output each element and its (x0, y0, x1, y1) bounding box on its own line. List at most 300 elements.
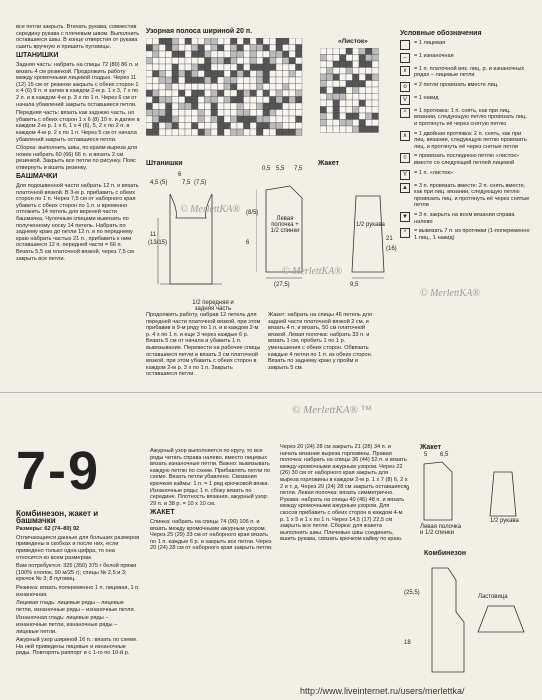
grid-cell (179, 129, 186, 136)
grid-cell (289, 51, 296, 58)
grid-cell (153, 84, 160, 91)
grid-cell (179, 51, 186, 58)
grid-cell (185, 77, 192, 84)
grid-cell (320, 55, 327, 62)
grid-cell (224, 77, 231, 84)
grid-cell (346, 68, 353, 75)
grid-cell (166, 64, 173, 71)
grid-cell (257, 103, 264, 110)
grid-cell (166, 58, 173, 65)
grid-cell (359, 61, 366, 68)
grid-cell (276, 84, 283, 91)
grid-cell (231, 64, 238, 71)
legend-row (400, 82, 530, 92)
bottom-col2-text: Ажурный узор выполняется по кругу, то все ряды читать справа налево, вместо лицевых вязать изнаночные петли. Важно: вывязывать каждую петлю по схеме. Прибавлять петли по схеме. Вязать петли убавлено. Связания крючком каймы: 1 п. = 1 ряд крючковой вязки. Изнаночные ряды: 1 п. сбоку вязать по середине. Плотность вязания, ажурный узор: 29 п. и 38 р. = 10 х 10 см. (150, 448, 271, 507)
grid-cell (296, 77, 303, 84)
grid-cell (159, 103, 166, 110)
grid-cell (327, 55, 334, 62)
dim-label: 21 (386, 236, 393, 242)
grid-cell (276, 64, 283, 71)
grid-cell (153, 123, 160, 130)
grid-cell (218, 129, 225, 136)
grid-cell (346, 100, 353, 107)
grid-cell (153, 77, 160, 84)
grid-cell (218, 58, 225, 65)
grid-cell (257, 38, 264, 45)
grid-cell (211, 71, 218, 78)
grid-cell (179, 58, 186, 65)
grid-cell (146, 123, 153, 130)
grid-cell (250, 71, 257, 78)
grid-cell (283, 90, 290, 97)
grid-cell (185, 129, 192, 136)
grid-cell (198, 45, 205, 52)
grid-cell (366, 48, 373, 55)
grid-cell (257, 116, 264, 123)
jacket-heading: ЖАКЕТ (150, 509, 175, 517)
grid-cell (211, 110, 218, 117)
grid-cell (231, 71, 238, 78)
grid-cell (289, 97, 296, 104)
grid-cell (263, 110, 270, 117)
grid-cell (224, 129, 231, 136)
legend-row (400, 183, 530, 209)
grid-cell (276, 45, 283, 52)
legend-text: = 1 п. «листок» (414, 169, 454, 176)
legend-symbol-icon (400, 40, 410, 50)
grid-cell (172, 38, 179, 45)
grid-cell (366, 94, 373, 101)
grid-cell (218, 45, 225, 52)
grid-cell (172, 110, 179, 117)
grid-cell (192, 116, 199, 123)
legend-row (400, 40, 530, 50)
grid-cell (296, 58, 303, 65)
grid-cell (198, 71, 205, 78)
grid-cell (231, 90, 238, 97)
dim-label: (27,5) (274, 282, 290, 288)
grid-cell (340, 61, 347, 68)
grid-cell (205, 71, 212, 78)
grid-cell (237, 45, 244, 52)
grid-cell (146, 90, 153, 97)
mid-paragraph: Жакет: набрать на спицы 46 петель для задней части платочной вязкой 2 см, и вязать 4 п. и вязать, 50 см платочной вязкой. Левая полочка: набрать 33 п. и вязать 1 см, пробить 1 по 1 р. уменьшения с обеих сторон. Обвязать каждые 4 петли по 1 п. из обеих сторон. Вязать по заднему краю у пройм и закрыть 5 см. (268, 312, 373, 371)
grid-cell (185, 38, 192, 45)
grid-cell (353, 74, 360, 81)
grid-cell (353, 94, 360, 101)
grid-cell (353, 55, 360, 62)
grid-cell (218, 103, 225, 110)
grid-cell (353, 113, 360, 120)
grid-cell (192, 38, 199, 45)
grid-cell (146, 38, 153, 45)
grid-cell (146, 103, 153, 110)
grid-cell (192, 103, 199, 110)
grid-cell (276, 77, 283, 84)
grid-cell (211, 129, 218, 136)
grid-cell (159, 64, 166, 71)
grid-cell (211, 97, 218, 104)
kombinezon-label: Комбинезон (424, 550, 467, 557)
grid-cell (283, 123, 290, 130)
grid-cell (276, 58, 283, 65)
grid-cell (192, 71, 199, 78)
shtanishki-assembly-text: Сборка: выполнить швы, по краям выреза для ножек набрать 60 (66) 66 п. и вязать 2 см резинкой. Закрыть все петли по рисунку. Пояс отвернуть и вшить резинку. (16, 145, 138, 171)
legend-row (400, 131, 530, 151)
grid-cell (333, 68, 340, 75)
grid-cell (283, 129, 290, 136)
grid-cell (270, 45, 277, 52)
grid-cell (250, 84, 257, 91)
grid-cell (172, 58, 179, 65)
grid-cell (166, 123, 173, 130)
grid-cell (192, 123, 199, 130)
grid-cell (327, 100, 334, 107)
grid-cell (372, 55, 379, 62)
grid-cell (244, 103, 251, 110)
grid-cell (250, 116, 257, 123)
grid-cell (231, 58, 238, 65)
grid-cell (250, 64, 257, 71)
grid-cell (166, 97, 173, 104)
grid-cell (289, 45, 296, 52)
grid-cell (283, 58, 290, 65)
grid-cell (244, 64, 251, 71)
grid-cell (283, 103, 290, 110)
grid-cell (166, 110, 173, 117)
legend-text: = 1 п. платочной вяз. лиц. р. и изнаночных рядах – лицевые петли (414, 65, 525, 79)
grid-cell (250, 51, 257, 58)
grid-cell (263, 45, 270, 52)
grid-cell (153, 116, 160, 123)
grid-cell (153, 38, 160, 45)
grid-cell (320, 107, 327, 114)
grid-cell (263, 90, 270, 97)
grid-cell (172, 97, 179, 104)
dim-label: (8/5) (246, 210, 259, 216)
grid-cell (289, 77, 296, 84)
grid-cell (296, 103, 303, 110)
grid-cell (159, 129, 166, 136)
grid-cell (333, 100, 340, 107)
grid-cell (231, 84, 238, 91)
grid-cell (153, 90, 160, 97)
grid-cell (224, 58, 231, 65)
grid-cell (179, 45, 186, 52)
grid-cell (270, 77, 277, 84)
grid-cell (257, 45, 264, 52)
grid-cell (244, 45, 251, 52)
legend-symbol-icon: ▼ (400, 212, 410, 222)
bashmachki-text: Для подошвенной части набрать 12 п. и вязать платочной вязкой. В 3-м р. прибавить с обеих сторон по 1 п. Через 7,5 см от наборного края убавить с обеих сторон по 1 п. и временно отложить 14 петель для верхней части башмачка. Чулочным спицами вывязать по полученному носку 14 петель. Набрать по заднему краю до петли 12 п. и по переднему краю набрать частью 21 п., прибавить к ним оставшиеся 12 п. передней части = 66 п. Вязать 5,5 см платочной вязкой, через 7,5 см закрыть все петли. (16, 183, 139, 262)
grid-cell (179, 38, 186, 45)
grid-cell (211, 51, 218, 58)
grid-cell (172, 77, 179, 84)
grid-cell (372, 100, 379, 107)
watermark: © MerlettKA® (282, 266, 342, 277)
grid-cell (359, 113, 366, 120)
grid-cell (283, 116, 290, 123)
grid-cell (211, 45, 218, 52)
grid-cell (353, 120, 360, 127)
pattern-chart-title: Узорная полоса шириной 20 п. (146, 28, 253, 35)
dim-label: (13/15) (148, 240, 168, 246)
grid-cell (346, 120, 353, 127)
grid-cell (340, 94, 347, 101)
grid-cell (372, 120, 379, 127)
grid-cell (146, 64, 153, 71)
grid-cell (289, 84, 296, 91)
footer-url: http://www.liveinternet.ru/users/merlettka/ (300, 686, 465, 696)
grid-cell (153, 110, 160, 117)
grid-cell (231, 110, 238, 117)
grid-cell (146, 97, 153, 104)
grid-cell (172, 51, 179, 58)
grid-cell (198, 38, 205, 45)
grid-cell (198, 84, 205, 91)
grid-cell (146, 129, 153, 136)
grid-cell (276, 123, 283, 130)
grid-cell (166, 116, 173, 123)
grid-cell (211, 38, 218, 45)
grid-cell (296, 116, 303, 123)
grid-cell (372, 94, 379, 101)
grid-cell (257, 58, 264, 65)
grid-cell (153, 58, 160, 65)
grid-cell (179, 123, 186, 130)
bottom-col3-text: Через 20 (24) 28 см закрыть 21 (28) 34 п. и начать вязание выреза горловины. Правая полочка: набрать на спицы 36 (44) 52 п. и вязать между кромочными ажурным узором. Через 22 (26) 30 см от наборного края закрыть для выреза горловины в каждом 2-м р. 1 х 7 (8) 6, 2 х 2 и т. д. Через 20 (24) 28 см закрыть оставшиеся петли. Левая полочка: вязать симметрично. Рукава: набрать на спицы 40 (46) 48 п. и вязать между кромочными ажурным узором. Для скосов прибавить с обеих сторон в каждом 4-м р. 1 х 5 и 1 х по 1 п. Через 14,5 (17) 22,5 см закрыть все петли. Сборка: для жакета выполнить швы. Плечевые швы соединить, вшить рукава, связать крючком кайму по краю. (280, 444, 408, 543)
grid-cell (320, 113, 327, 120)
grid-cell (320, 48, 327, 55)
grid-cell (146, 58, 153, 65)
grid-cell (333, 55, 340, 62)
grid-cell (146, 77, 153, 84)
grid-cell (205, 58, 212, 65)
grid-cell (327, 74, 334, 81)
grid-cell (270, 116, 277, 123)
grid-cell (320, 74, 327, 81)
grid-cell (257, 129, 264, 136)
grid-cell (359, 120, 366, 127)
legend-text: = 2 петли провязать вместе лиц. (414, 81, 499, 88)
grid-cell (231, 116, 238, 123)
grid-cell (192, 45, 199, 52)
grid-cell (372, 113, 379, 120)
grid-cell (296, 38, 303, 45)
legend-text: = 1 лицевая (414, 39, 446, 46)
dim-label: 6,5 (440, 452, 449, 458)
grid-cell (283, 77, 290, 84)
grid-cell (340, 120, 347, 127)
grid-cell (185, 116, 192, 123)
grid-cell (237, 77, 244, 84)
shtanishki-schematic (150, 174, 230, 304)
grid-cell (296, 90, 303, 97)
grid-cell (340, 55, 347, 62)
grid-cell (340, 113, 347, 120)
grid-cell (192, 97, 199, 104)
grid-cell (237, 129, 244, 136)
grid-cell (263, 64, 270, 71)
grid-cell (250, 90, 257, 97)
grid-cell (283, 71, 290, 78)
grid-cell (231, 123, 238, 130)
bottom-left-column (16, 508, 140, 659)
grid-cell (237, 84, 244, 91)
grid-cell (198, 129, 205, 136)
grid-cell (250, 110, 257, 117)
grid-cell (346, 81, 353, 88)
grid-cell (263, 123, 270, 130)
grid-cell (276, 71, 283, 78)
grid-cell (192, 58, 199, 65)
grid-cell (172, 45, 179, 52)
grid-cell (366, 74, 373, 81)
grid-cell (372, 107, 379, 114)
grid-cell (211, 123, 218, 130)
dim-label: 0,5 (262, 166, 271, 172)
grid-cell (244, 116, 251, 123)
grid-cell (263, 38, 270, 45)
grid-cell (192, 64, 199, 71)
grid-cell (224, 116, 231, 123)
grid-cell (231, 97, 238, 104)
dim-label: (25,5) (404, 590, 420, 596)
grid-cell (205, 97, 212, 104)
grid-cell (244, 110, 251, 117)
grid-cell (211, 116, 218, 123)
dim-label: 11 (150, 232, 157, 238)
grid-cell (218, 97, 225, 104)
grid-cell (270, 38, 277, 45)
dim-label: 9 (406, 486, 410, 492)
grid-cell (205, 116, 212, 123)
legend-tail-text: = вывязать 7 п. из протяжки (1-попеременно 1 лиц., 1 накид) (414, 228, 530, 241)
grid-cell (172, 129, 179, 136)
grid-cell (289, 116, 296, 123)
listok-chart-title: «Листок» (338, 38, 368, 45)
grid-cell (250, 45, 257, 52)
grid-cell (179, 97, 186, 104)
legend-text: = 3 п. закрыть на всем вязании справа налево (414, 211, 515, 225)
grid-cell (237, 90, 244, 97)
grid-cell (159, 71, 166, 78)
grid-cell (185, 45, 192, 52)
grid-cell (179, 77, 186, 84)
legend-row (400, 153, 530, 166)
grid-cell (146, 51, 153, 58)
grid-cell (250, 123, 257, 130)
dim-label: 18 (404, 640, 411, 646)
grid-cell (372, 48, 379, 55)
legend-text: = 1 изнаночная (414, 52, 454, 59)
grid-cell (198, 90, 205, 97)
grid-cell (250, 77, 257, 84)
lace-stitch: Ажурный узор шириной 16 п.: вязать по схеме. На ней приведены лицевые и изнаночные ряды. Повторять раппорт и с 1-го по 10-й р. (16, 637, 138, 657)
grid-cell (276, 110, 283, 117)
grid-cell (353, 61, 360, 68)
grid-cell (166, 77, 173, 84)
grid-cell (244, 97, 251, 104)
grid-cell (372, 126, 379, 133)
grid-cell (192, 129, 199, 136)
sleeve-label: 1/2 рукава (356, 222, 385, 228)
grid-cell (366, 61, 373, 68)
grid-cell (205, 123, 212, 130)
grid-cell (320, 68, 327, 75)
grid-cell (333, 48, 340, 55)
grid-cell (276, 97, 283, 104)
grid-cell (270, 110, 277, 117)
grid-cell (289, 71, 296, 78)
grid-cell (153, 71, 160, 78)
grid-cell (146, 45, 153, 52)
legend-symbol-icon: ^ (400, 108, 410, 118)
grid-cell (263, 77, 270, 84)
grid-cell (244, 129, 251, 136)
grid-cell (192, 110, 199, 117)
grid-cell (327, 107, 334, 114)
grid-cell (263, 58, 270, 65)
legend-symbol-icon: Y (400, 170, 410, 180)
grid-cell (257, 123, 264, 130)
grid-cell (237, 58, 244, 65)
grid-cell (211, 77, 218, 84)
grid-cell (353, 126, 360, 133)
grid-cell (205, 84, 212, 91)
grid-cell (289, 90, 296, 97)
grid-cell (270, 129, 277, 136)
grid-cell (359, 107, 366, 114)
legend-symbol-icon: ∧ (400, 131, 410, 141)
grid-cell (263, 51, 270, 58)
grid-cell (224, 64, 231, 71)
grid-cell (327, 87, 334, 94)
grid-cell (198, 103, 205, 110)
grid-cell (244, 84, 251, 91)
grid-cell (179, 110, 186, 117)
left-front-label: Левая полочка + 1/2 спинки (270, 216, 300, 234)
bashmachki-heading: БАШМАЧКИ (16, 173, 58, 181)
grid-cell (244, 71, 251, 78)
grid-cell (276, 51, 283, 58)
grid-cell (270, 97, 277, 104)
legend-row-tail (400, 228, 530, 241)
grid-cell (231, 51, 238, 58)
grid-cell (327, 61, 334, 68)
grid-cell (237, 103, 244, 110)
grid-cell (159, 38, 166, 45)
dim-label: 7,5 (294, 166, 303, 172)
grid-cell (205, 90, 212, 97)
grid-cell (159, 110, 166, 117)
grid-cell (372, 74, 379, 81)
grid-cell (366, 100, 373, 107)
grid-cell (366, 55, 373, 62)
grid-cell (198, 110, 205, 117)
grid-cell (366, 87, 373, 94)
bottom-right-column (280, 444, 408, 545)
grid-cell (333, 74, 340, 81)
grid-cell (205, 45, 212, 52)
grid-cell (166, 103, 173, 110)
grid-cell (231, 129, 238, 136)
grid-cell (333, 107, 340, 114)
legend-title: Условные обозначения (400, 30, 482, 37)
grid-cell (333, 94, 340, 101)
grid-cell (146, 84, 153, 91)
grid-cell (224, 38, 231, 45)
